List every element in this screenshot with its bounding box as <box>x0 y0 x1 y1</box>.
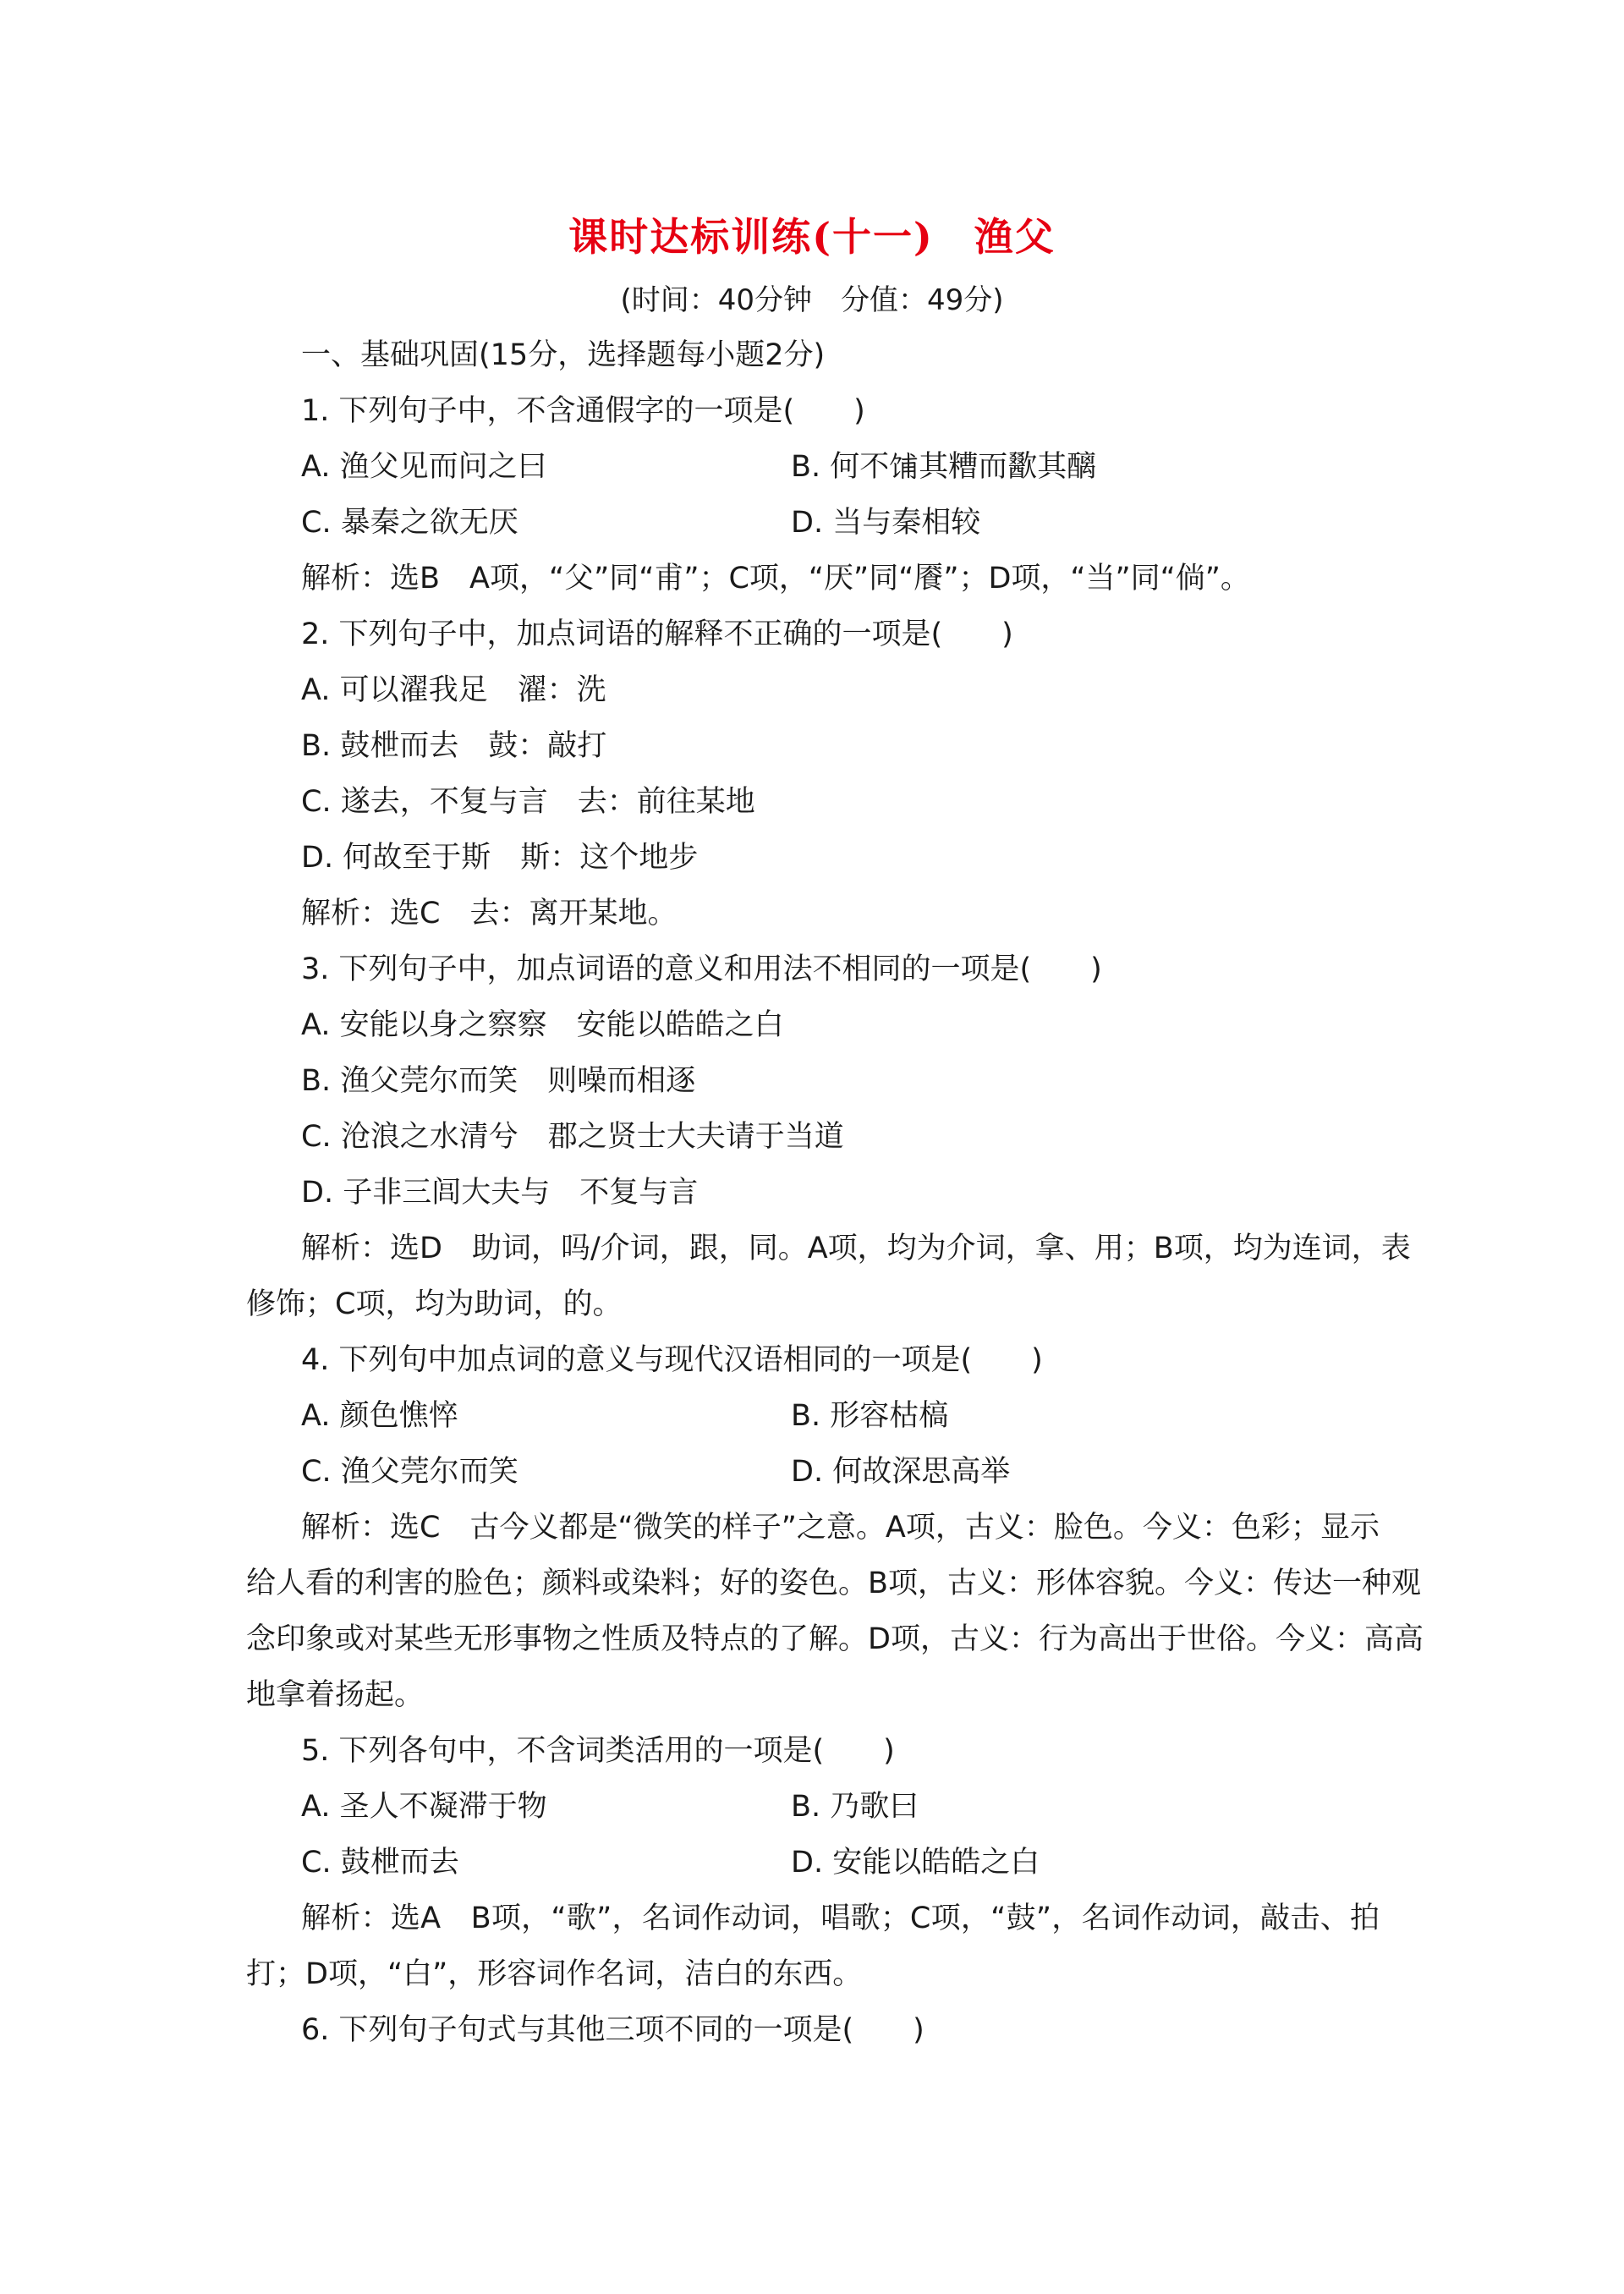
question-2-option-b: B. 鼓枻而去 鼓：敲打 <box>301 729 607 763</box>
question-5-option-b: B. 乃歌曰 <box>791 1790 919 1824</box>
question-2-analysis: 解析：选C 去：离开某地。 <box>301 897 678 930</box>
question-4-option-b: B. 形容枯槁 <box>791 1399 949 1433</box>
question-5-option-a: A. 圣人不凝滞于物 <box>301 1790 547 1824</box>
question-5-option-d: D. 安能以皓皓之白 <box>791 1846 1040 1880</box>
question-1-stem: 1. 下列句子中，不含通假字的一项是( ) <box>301 394 865 428</box>
question-5-option-c: C. 鼓枻而去 <box>301 1846 459 1880</box>
question-1-option-d: D. 当与秦相较 <box>791 506 981 540</box>
question-1-option-a: A. 渔父见而问之曰 <box>301 450 547 484</box>
question-2-option-c: C. 遂去，不复与言 去：前往某地 <box>301 785 755 819</box>
question-5-analysis-line-2: 打；D项，“白”，形容词作名词，洁白的东西。 <box>246 1957 863 1991</box>
question-4-analysis-line-4: 地拿着扬起。 <box>246 1678 425 1712</box>
question-3-option-c: C. 沧浪之水清兮 郡之贤士大夫请于当道 <box>301 1120 844 1154</box>
question-1-analysis: 解析：选B A项，“父”同“甫”；C项，“厌”同“餍”；D项，“当”同“倘”。 <box>301 562 1250 595</box>
question-6-stem: 6. 下列句子句式与其他三项不同的一项是( ) <box>301 2013 924 2047</box>
question-1-option-c: C. 暴秦之欲无厌 <box>301 506 518 540</box>
question-4-option-a: A. 颜色憔悴 <box>301 1399 458 1433</box>
question-4-stem: 4. 下列句中加点词的意义与现代汉语相同的一项是( ) <box>301 1343 1043 1377</box>
question-4-analysis-line-3: 念印象或对某些无形事物之性质及特点的了解。D项，古义：行为高出于世俗。今义：高高 <box>246 1622 1424 1656</box>
question-2-stem: 2. 下列句子中，加点词语的解释不正确的一项是( ) <box>301 617 1013 651</box>
question-3-analysis-line-2: 修饰；C项，均为助词，的。 <box>246 1287 623 1321</box>
question-3-stem: 3. 下列句子中，加点词语的意义和用法不相同的一项是( ) <box>301 952 1102 986</box>
page-title: 课时达标训练(十一) 渔父 <box>568 214 1056 260</box>
section-heading: 一、基础巩固(15分，选择题每小题2分) <box>301 338 826 372</box>
page-subtitle: (时间：40分钟 分值：49分) <box>620 283 1004 317</box>
question-2-option-d: D. 何故至于斯 斯：这个地步 <box>301 841 699 875</box>
question-2-option-a: A. 可以濯我足 濯：洗 <box>301 673 606 707</box>
question-3-option-b: B. 渔父莞尔而笑 则噪而相逐 <box>301 1064 696 1098</box>
question-5-stem: 5. 下列各句中，不含词类活用的一项是( ) <box>301 1734 895 1768</box>
question-4-analysis-line-1: 解析：选C 古今义都是“微笑的样子”之意。A项，古义：脸色。今义：色彩；显示 <box>301 1511 1380 1545</box>
question-4-option-d: D. 何故深思高举 <box>791 1455 1011 1489</box>
question-4-analysis-line-2: 给人看的利害的脸色；颜料或染料；好的姿色。B项，古义：形体容貌。今义：传达一种观 <box>246 1567 1422 1600</box>
question-1-option-b: B. 何不𫗦其糟而歠其醨 <box>791 450 1097 484</box>
question-5-analysis-line-1: 解析：选A B项，“歌”，名词作动词，唱歌；C项，“鼓”，名词作动词，敲击、拍 <box>301 1902 1380 1935</box>
question-4-option-c: C. 渔父莞尔而笑 <box>301 1455 518 1489</box>
question-3-option-d: D. 子非三闾大夫与 不复与言 <box>301 1176 699 1210</box>
question-3-analysis-line-1: 解析：选D 助词，吗/介词，跟，同。A项，均为介词，拿、用；B项，均为连词，表 <box>301 1232 1411 1265</box>
question-3-option-a: A. 安能以身之察察 安能以皓皓之白 <box>301 1008 784 1042</box>
